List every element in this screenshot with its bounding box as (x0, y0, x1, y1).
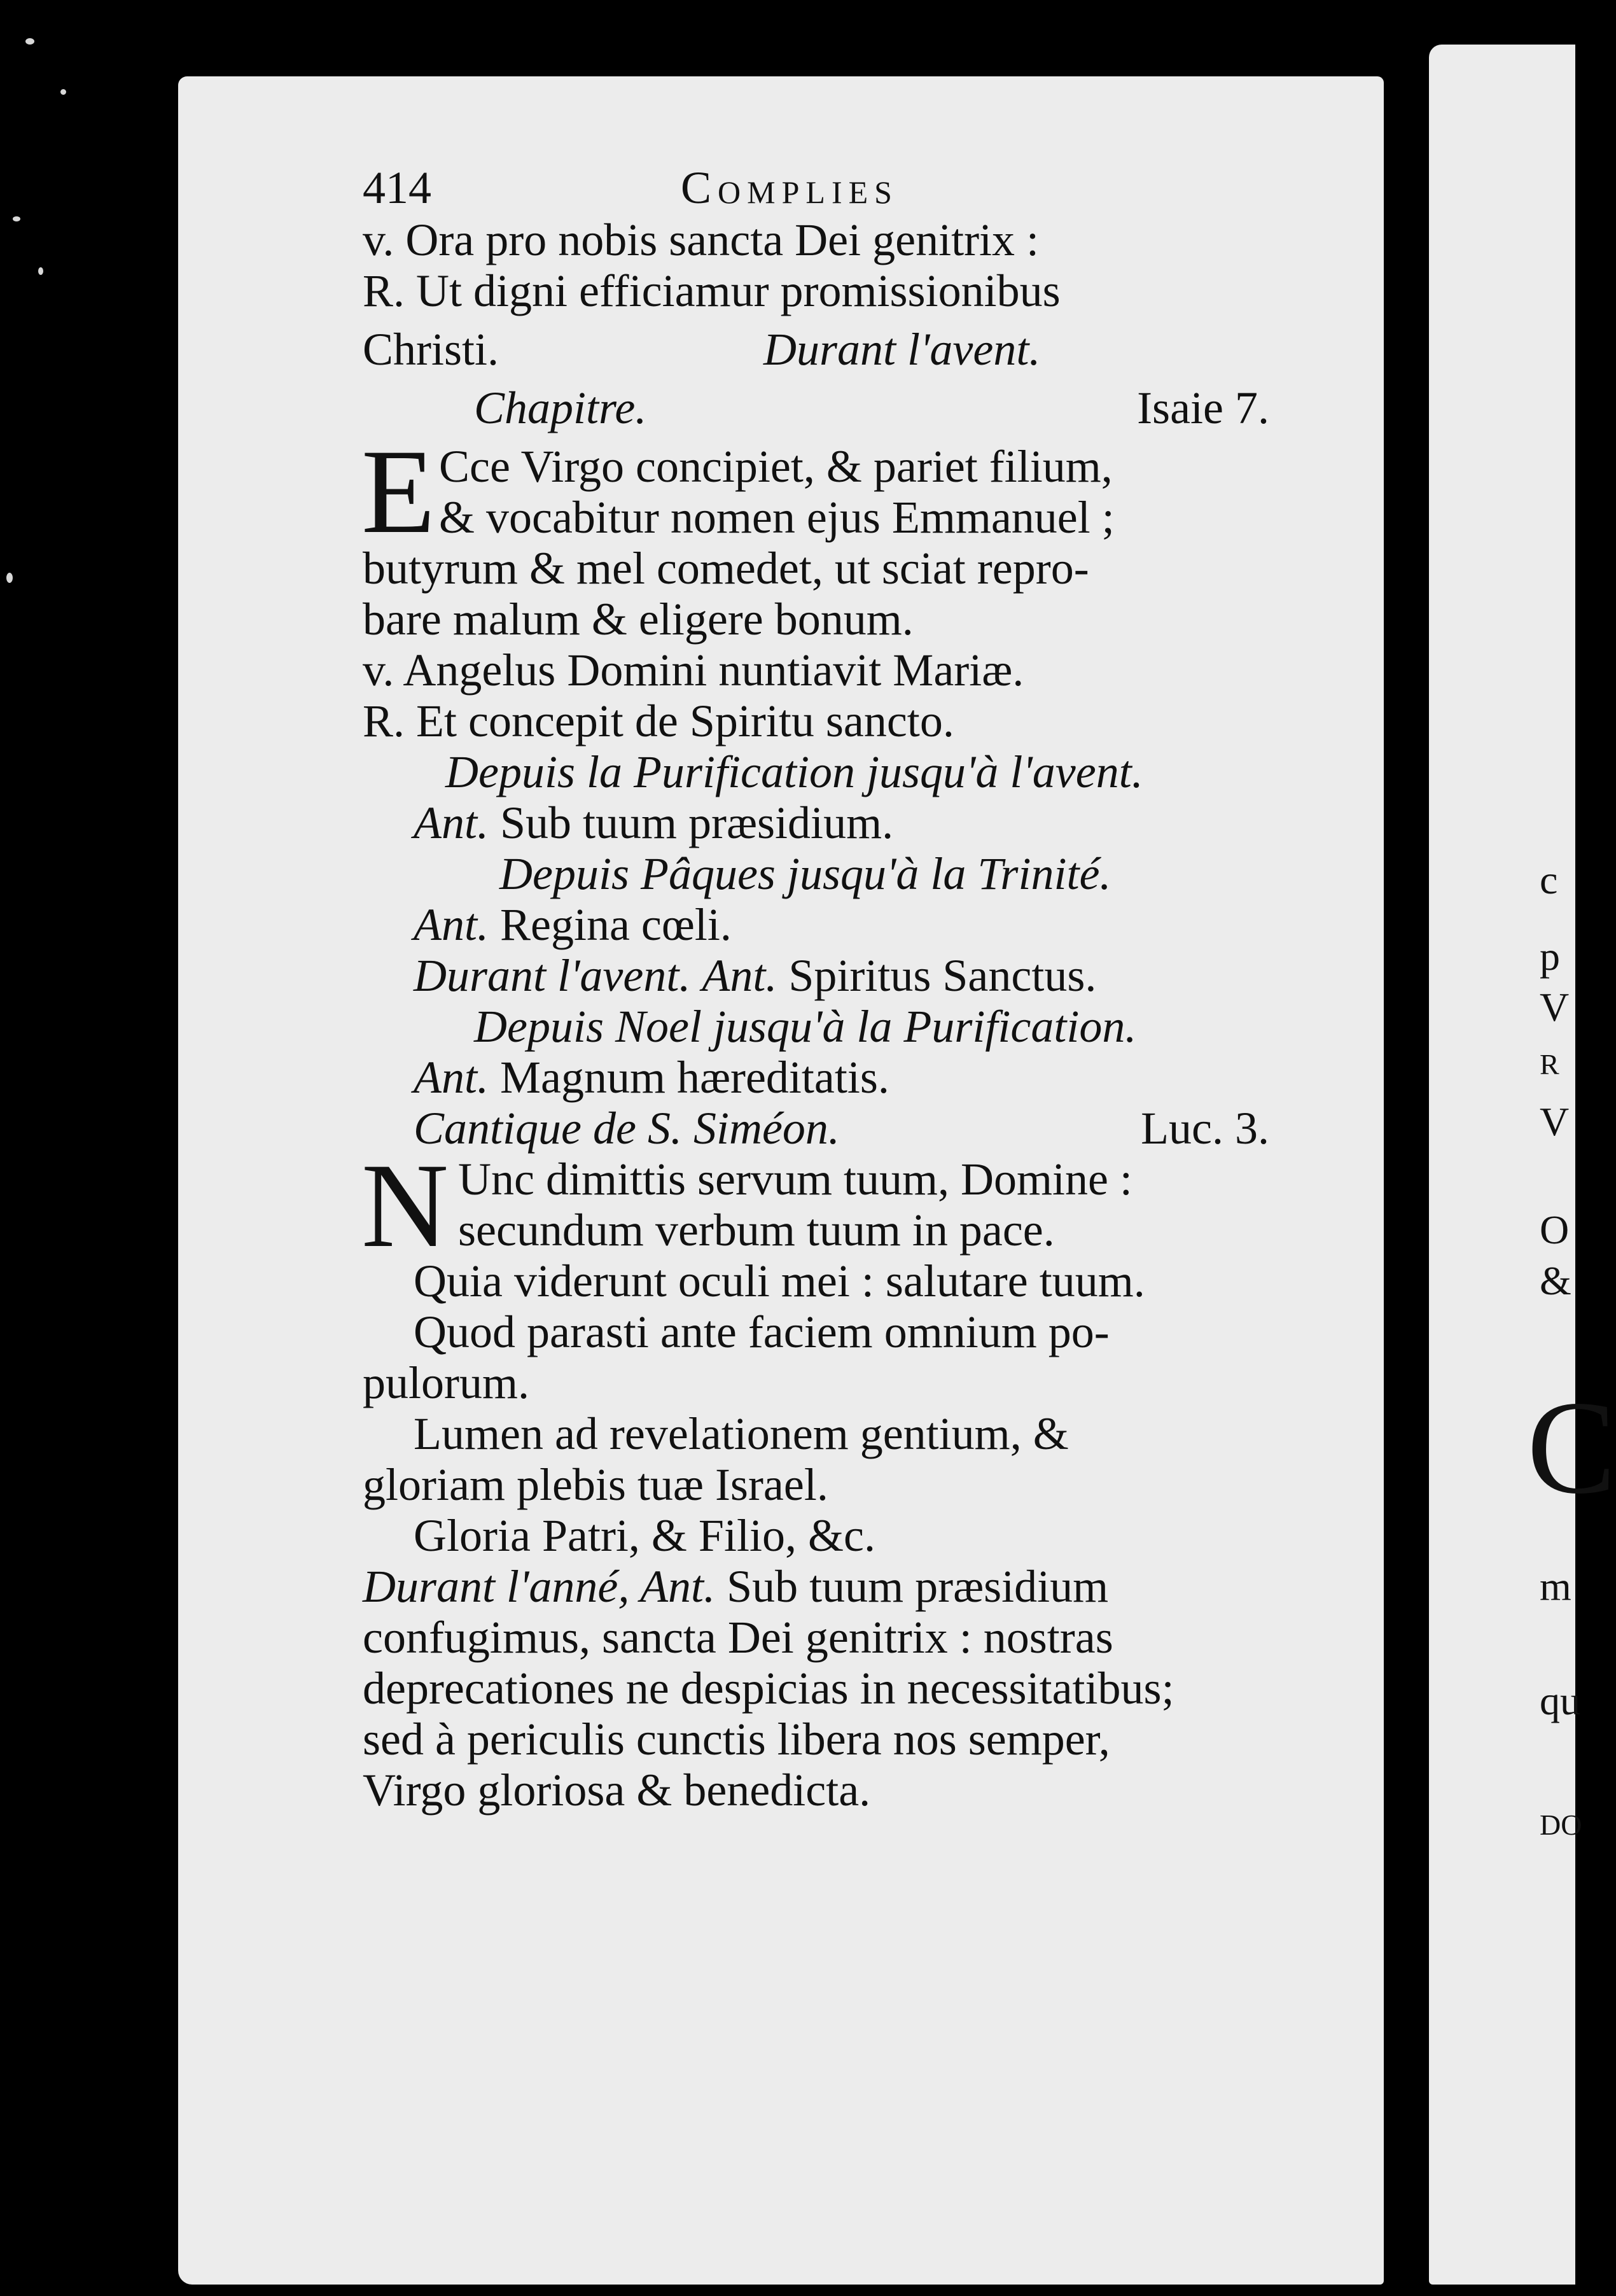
text-line: sed à periculis cunctis libera nos semper, (363, 1714, 1110, 1765)
text-span: secundum verbum tuum in pace. (458, 1205, 1055, 1256)
text-line (363, 441, 1304, 492)
text-span: & vocabitur nomen ejus Emmanuel ; (439, 492, 1115, 543)
antiphon-label: Ant. (414, 899, 489, 950)
text-line: bare malum & eligere bonum. (363, 594, 914, 645)
text-line (363, 492, 1304, 543)
text-line: v. Angelus Domini nuntiavit Mariæ. (363, 645, 1024, 696)
text-span: Magnum hæreditatis. (499, 1052, 889, 1103)
scripture-reference: Isaie 7. (1137, 382, 1269, 433)
text-line (363, 950, 1304, 1001)
rubric: Depuis Pâques jusqu'à la Trinité. (499, 848, 1111, 899)
rubric: Chapitre. (474, 382, 647, 433)
text-span: Christi. (363, 324, 499, 375)
page-header (363, 162, 1304, 214)
text-line (363, 1103, 1304, 1154)
facing-page-fragment: O (1540, 1207, 1570, 1252)
facing-page-fragment: p (1540, 934, 1560, 979)
facing-page-fragment: c (1540, 857, 1558, 902)
rubric: Depuis Noel jusqu'à la Purification. (474, 1001, 1137, 1052)
text-span: Sub tuum præsidium. (499, 797, 894, 848)
antiphon-label: Ant. (702, 950, 777, 1001)
text-line: v. Ora pro nobis sancta Dei genitrix : (363, 214, 1040, 265)
text-span: Cce Virgo concipiet, & pariet filium, (439, 441, 1113, 492)
text-line (363, 1561, 1304, 1612)
antiphon-label: Ant. (414, 797, 489, 848)
text-line (363, 382, 1304, 441)
dust-speck (6, 573, 13, 583)
text-line: pulorum. (363, 1357, 529, 1408)
text-line: Quia viderunt oculi mei : salutare tuum. (414, 1256, 1145, 1306)
facing-page-fragment: m (1540, 1564, 1571, 1609)
text-line: R. Et concepit de Spiritu sancto. (363, 696, 954, 746)
paragraph-nunc (361, 1139, 1304, 1273)
rubric: Durant l'avent. (414, 950, 691, 1001)
running-head: Complies (681, 162, 898, 213)
drop-cap-e: E (361, 425, 436, 559)
text-span: Spiritus Sanctus. (788, 950, 1097, 1001)
paragraph-ecce (361, 425, 1304, 559)
facing-page-drop-cap: C (1527, 1374, 1616, 1522)
text-line (363, 797, 1304, 848)
rubric: Durant l'anné, Ant. (363, 1561, 716, 1612)
antiphon-label: Ant. (414, 1052, 489, 1103)
text-line: Quod parasti ante faciem omnium po- (414, 1306, 1110, 1357)
facing-page-fragment: V (1540, 1099, 1570, 1144)
text-line: deprecationes ne despicias in necessitatibus; (363, 1663, 1174, 1714)
book-gutter (1384, 57, 1429, 2285)
page-number: 414 (363, 162, 431, 213)
scripture-reference: Luc. 3. (1141, 1103, 1269, 1154)
text-line (363, 899, 1304, 950)
text-line (363, 324, 1304, 382)
book-page-right (1429, 45, 1575, 2285)
facing-page-fragment: DO (1540, 1809, 1582, 1841)
text-line: Virgo gloriosa & benedicta. (363, 1765, 871, 1816)
text-span: Sub tuum præsidium (727, 1561, 1109, 1612)
dust-speck (38, 267, 43, 275)
facing-page-fragment: R (1540, 1048, 1559, 1081)
rubric: Durant l'avent. (763, 324, 1041, 375)
dust-speck (60, 89, 66, 95)
drop-cap-n: N (361, 1139, 449, 1273)
dust-speck (25, 38, 34, 45)
page-text (363, 162, 1304, 1816)
text-line: Gloria Patri, & Filio, &c. (414, 1510, 875, 1561)
text-line: R. Ut digni efficiamur promissionibus (363, 265, 1061, 316)
text-line: gloriam plebis tuæ Israel. (363, 1459, 828, 1510)
facing-page-fragment: & (1540, 1258, 1571, 1303)
facing-page-fragment: qu (1540, 1678, 1580, 1723)
text-line: butyrum & mel comedet, ut sciat repro- (363, 543, 1089, 594)
facing-page-fragment: V (1540, 984, 1570, 1030)
text-line: confugimus, sancta Dei genitrix : nostras (363, 1612, 1113, 1663)
text-line (363, 1154, 1304, 1205)
text-line (363, 1052, 1304, 1103)
text-span: Unc dimittis servum tuum, Domine : (458, 1154, 1132, 1205)
text-span: Regina cœli. (499, 899, 732, 950)
text-line (363, 1205, 1304, 1256)
dust-speck (13, 216, 20, 221)
rubric: Depuis la Purification jusqu'à l'avent. (445, 746, 1143, 797)
text-line: Lumen ad revelationem gentium, & (414, 1408, 1069, 1459)
rubric: Cantique de S. Siméon. (414, 1103, 840, 1154)
